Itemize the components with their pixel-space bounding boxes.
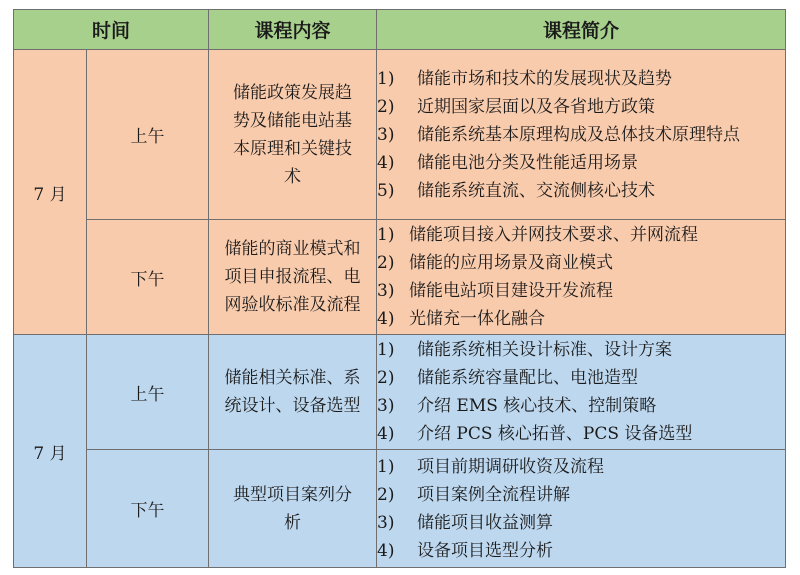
list-item: 1) 储能系统相关设计标准、设计方案	[377, 340, 673, 360]
topic-text: 典型项目案列分析	[233, 484, 353, 533]
header-content: 课程内容	[209, 10, 377, 50]
period-cell: 上午	[87, 50, 209, 220]
topic-text: 储能的商业模式和项目申报流程、电网验收标准及流程	[224, 239, 361, 315]
intro-cell	[377, 50, 786, 220]
list-item: 3) 储能系统基本原理构成及总体技术原理特点	[377, 124, 741, 145]
intro-cell	[377, 450, 786, 568]
topic-text: 储能政策发展趋势及储能电站基本原理和关键技术	[233, 82, 353, 187]
list-item: 3) 储能项目收益测算	[377, 512, 554, 533]
month-cell: 7 月	[14, 50, 87, 335]
list-item: 2) 近期国家层面以及各省地方政策	[377, 96, 656, 117]
period-cell: 下午	[87, 450, 209, 568]
topic-text: 储能相关标准、系统设计、设备选型	[224, 368, 361, 416]
list-item: 1) 储能项目接入并网技术要求、并网流程	[377, 225, 699, 245]
list-item: 3) 储能电站项目建设开发流程	[377, 281, 614, 301]
list-item: 3) 介绍 EMS 核心技术、控制策略	[377, 396, 657, 416]
list-item: 1) 项目前期调研收资及流程	[377, 456, 605, 477]
intro-list	[377, 453, 785, 565]
period-cell: 下午	[87, 220, 209, 335]
list-item: 4) 储能电池分类及性能适用场景	[377, 152, 639, 173]
table-row	[14, 220, 786, 335]
table-row	[14, 50, 786, 220]
topic-cell	[209, 335, 377, 450]
list-item: 2) 储能系统容量配比、电池造型	[377, 368, 639, 388]
course-schedule-table	[13, 9, 786, 568]
intro-cell	[377, 220, 786, 335]
list-item: 2) 储能的应用场景及商业模式	[377, 253, 614, 273]
intro-list	[377, 65, 785, 205]
intro-list	[377, 221, 785, 333]
table-row	[14, 335, 786, 450]
topic-cell	[209, 50, 377, 220]
header-row	[14, 10, 786, 50]
header-intro: 课程简介	[377, 10, 786, 50]
header-time: 时间	[14, 10, 209, 50]
intro-list	[377, 336, 785, 448]
list-item: 1) 储能市场和技术的发展现状及趋势	[377, 68, 673, 89]
list-item: 4) 光储充一体化融合	[377, 309, 546, 329]
table-row	[14, 450, 786, 568]
list-item: 4) 设备项目选型分析	[377, 540, 554, 561]
list-item: 5) 储能系统直流、交流侧核心技术	[377, 180, 656, 201]
intro-cell	[377, 335, 786, 450]
list-item: 2) 项目案例全流程讲解	[377, 484, 571, 505]
topic-cell	[209, 220, 377, 335]
month-cell: 7 月	[14, 335, 87, 568]
topic-cell	[209, 450, 377, 568]
period-cell: 上午	[87, 335, 209, 450]
list-item: 4) 介绍 PCS 核心拓普、PCS 设备选型	[377, 424, 693, 444]
